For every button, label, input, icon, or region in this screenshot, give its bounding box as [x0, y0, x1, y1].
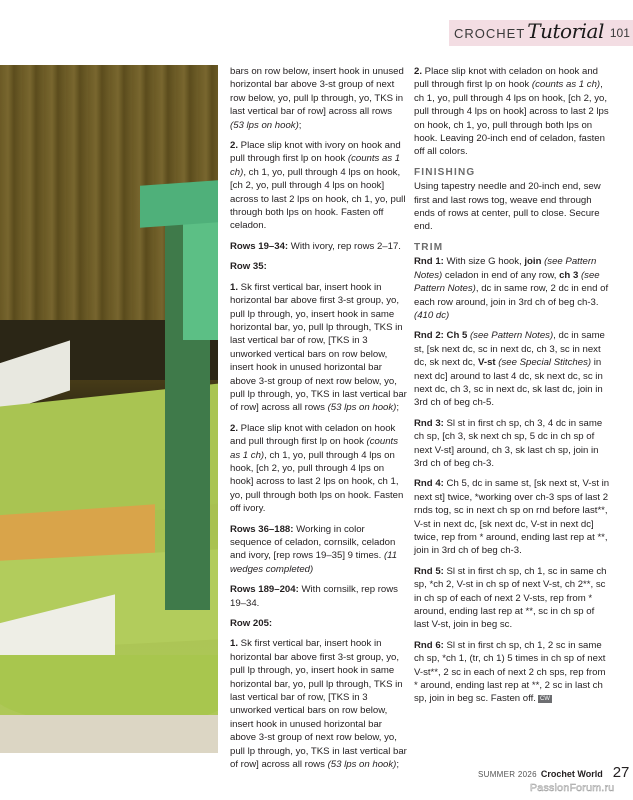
- rows-36-188: Rows 36–188: Working in color sequence of celadon, cornsilk, celadon and ivory, [rep rows 19–35] 9 times. (11 wedges completed): [230, 523, 398, 575]
- trim-rnd-4: Rnd 4: Ch 5, dc in same st, [sk next st, V-st in next st] twice, *working over ch-3 sps of last 2 rnds tog, sc in next ch sp on rnd before last**, V-st in next dc, [sk next dc, V-st in next dc] twice, rep from * around, ending last rep at **, join in 3rd ch of beg ch-3.: [414, 478, 610, 557]
- row-205-step-2: 2. Place slip knot with celadon on hook and pull through first lp on hook (counts as 1 ch), ch 1, yo, pull through 4 lps on hook, [ch 2, yo, pull through 4 lps on hook] across to last 2 lps on hook, ch 1, yo, pull through both lps on hook. Leaving 20-inch end of celadon, fasten off all colors.: [414, 66, 609, 158]
- header-tutorial-script: Tutorial: [527, 19, 604, 43]
- text-column-1: [230, 65, 408, 779]
- header-number: 101: [609, 26, 630, 40]
- paragraph: bars on row below, insert hook in unused horizontal bar above 3-st group of next row below, yo, pull lp through, yo, TKS in last vertical bar of row] across all rows (53 lps on hook);: [230, 66, 404, 131]
- row-205-heading: Row 205:: [230, 618, 273, 630]
- row-35-step-1: 1. Sk first vertical bar, insert hook in horizontal bar above first 3-st group, yo, pull lp through, yo, insert hook in same horizontal bar, yo, pull lp through, TKS in last vertical bar of row, [TKS in 3 unworked vertical bars on row below, insert hook in unused horizontal bar above 3-st group of next row below, yo, pull lp through, yo, TKS in last vertical bar of row] across all rows (53 lps on hook);: [230, 281, 407, 414]
- row-205-step-1: 1. Sk first vertical bar, insert hook in horizontal bar above first 3-st group, yo, pull lp through, yo, insert hook in same horizontal bar, yo, pull lp through, TKS in last vertical bar of row, [TKS in 3 unworked vertical bars on row below, insert hook in unused horizontal bar above 3-st group of next row below, yo, pull lp through, yo, TKS in last vertical bar of row] across all rows (53 lps on hook);: [230, 638, 407, 771]
- step-2-ivory: 2. Place slip knot with ivory on hook and pull through first lp on hook (counts as 1 ch), ch 1, yo, pull through 4 lps on hook, [ch 2, yo, pull through 4 lps on hook] across to last 2 lps on hook, ch 1, yo, pull through both lps on hook. Fasten off celadon.: [230, 140, 406, 232]
- rows-19-34: Rows 19–34: With ivory, rep rows 2–17.: [230, 240, 401, 252]
- afghan-photo: [0, 65, 218, 753]
- photo-floor: [0, 715, 218, 753]
- section-header-tag: [449, 20, 633, 46]
- footer-magazine: Crochet World: [540, 769, 603, 779]
- trim-rnd-2: Rnd 2: Ch 5 (see Pattern Notes), dc in same st, [sk next dc, sc in next dc, ch 3, sc in next dc, sk next dc, V-st (see Special Stitches) in next dc] around to last 4 dc, sk next dc, sc in next dc, ch 3, sc in next dc, sk last dc, join in 3rd ch of beg ch-5.: [414, 330, 605, 409]
- row-35-step-2: 2. Place slip knot with celadon on hook and pull through first lp on hook (counts as 1 ch), ch 1, yo, pull through 4 lps on hook, [ch 2, yo, pull through 4 lps on hook] across to last 2 lps on hook, ch 1, yo, pull through both lps on hook. Fasten off ivory.: [230, 422, 404, 515]
- trim-heading: TRIM: [414, 241, 444, 253]
- page-number: 27: [612, 764, 630, 781]
- end-mark-icon: CW: [539, 695, 550, 702]
- finishing-heading: FINISHING: [414, 166, 476, 178]
- photo-bench-seat: [140, 180, 218, 227]
- row-35-heading: Row 35:: [230, 261, 267, 273]
- header-crochet-label: CROCHET: [454, 25, 526, 41]
- watermark: PassionForum.ru: [530, 782, 615, 794]
- rows-189-204: Rows 189–204: With cornsilk, rep rows 19–34.: [230, 584, 398, 609]
- photo-bench-side: [183, 220, 218, 340]
- trim-rnd-6: Rnd 6: Sl st in first ch sp, ch 1, 2 sc in same ch sp, *ch 1, (tr, ch 1) 5 times in ch sp of next V-st**, 2 sc in each of next 2 ch sps, rep from * around, ending last rep at **, 2 sc in last ch sp, join in beg sc. Fasten off. CW: [414, 639, 606, 705]
- trim-rnd-3: Rnd 3: Sl st in first ch sp, ch 3, 4 dc in same ch sp, [ch 3, sk next ch sp, 5 dc in ch sp of next V-st] around, ch 3, sk last ch sp, join in 3rd ch of beg ch-3.: [414, 417, 603, 469]
- finishing-text: Using tapestry needle and 20-inch end, sew first and last rows tog, weave end through ends of rows at center, pull to close. Secure end.: [414, 181, 601, 233]
- text-column-2: [414, 65, 610, 713]
- trim-rnd-5: Rnd 5: Sl st in first ch sp, ch 1, sc in same ch sp, *ch 2, V-st in ch sp of next V-st, ch 2**, sc in ch sp of each of next 2 V-sts, rep from * around, ending last rep at **, sc in ch sp of last V-st, join in beg sc.: [414, 565, 607, 631]
- page-footer: [478, 764, 629, 781]
- trim-rnd-1: Rnd 1: With size G hook, join (see Pattern Notes) celadon in end of any row, ch 3 (see Pattern Notes), dc in same row, 2 dc in end of each row around, join in 3rd ch of beg ch-3. (410 dc): [414, 256, 609, 321]
- footer-issue: SUMMER 2026: [478, 770, 537, 779]
